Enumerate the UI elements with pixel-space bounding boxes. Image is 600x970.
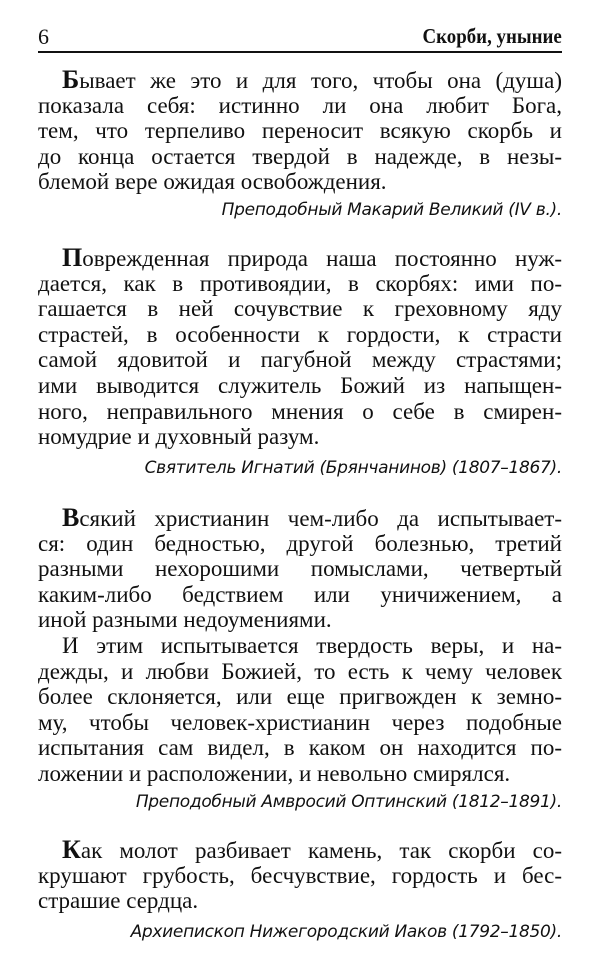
quote-author: Архиепископ Нижегородский Иаков (1792–1850). bbox=[130, 922, 562, 942]
text-line: блемой вере ожидая освобождения. bbox=[38, 169, 387, 195]
section-title: Скорби, уныние bbox=[422, 24, 562, 48]
text-line: страстей, в особенности к гордости, к страсти bbox=[38, 321, 562, 347]
text-line: страшие сердца. bbox=[38, 888, 199, 914]
text-line: Всякий христианин чем-либо да испытывает- bbox=[62, 503, 562, 532]
text-line: Как молот разбивает камень, так скорби со- bbox=[62, 835, 562, 864]
quote-author: Преподобный Амвросий Оптинский (1812–1891). bbox=[135, 792, 562, 812]
text-line: тем, что терпеливо переносит всякую скорбь и bbox=[38, 118, 562, 144]
text-line: ся: один бедностью, другой болезнью, третий bbox=[38, 530, 562, 556]
text-line: до конца остается твердой в надежде, в незы- bbox=[38, 143, 562, 169]
text-line: более склоняется, или еще пригвожден к земно- bbox=[38, 684, 562, 710]
text-line: испытания сам видел, в каком он находится по- bbox=[38, 735, 562, 761]
text-line: ложении и расположении, и невольно смирялся. bbox=[38, 760, 511, 786]
text-line: разными нехорошими помыслами, четвертый bbox=[38, 556, 562, 582]
text-line: показала себя: истинно ли она любит Бога, bbox=[38, 92, 562, 118]
text-line: иной разными недоумениями. bbox=[38, 607, 332, 633]
quote-paragraph bbox=[38, 245, 562, 450]
page-number: 6 bbox=[38, 24, 49, 49]
quote-paragraph bbox=[38, 837, 562, 914]
text-line: дежды, и любви Божией, то есть к чему человек bbox=[38, 658, 562, 684]
text-line: крушают грубость, бесчувствие, гордость и бес- bbox=[38, 862, 562, 888]
text-line: номудрие и духовный разум. bbox=[38, 424, 320, 450]
text-line: каким-либо бедствием или уничижением, а bbox=[38, 581, 562, 607]
text-line: му, чтобы человек-христианин через подобные bbox=[38, 709, 562, 735]
text-line: дается, как в противоядии, в скорбях: ими по- bbox=[38, 270, 562, 296]
quote-author: Святитель Игнатий (Брянчанинов) (1807–1867). bbox=[144, 458, 562, 478]
page-header bbox=[38, 24, 562, 50]
text-line: гашается в ней сочувствие к греховному яду bbox=[38, 296, 562, 322]
text-line: Бывает же это и для того, чтобы она (душа) bbox=[62, 65, 562, 94]
quote-paragraph bbox=[38, 505, 562, 633]
header-rule bbox=[38, 51, 562, 53]
quote-author: Преподобный Макарий Великий (IV в.). bbox=[221, 200, 562, 220]
text-line: самой ядовитой и пагубной между страстями; bbox=[38, 347, 562, 373]
text-line: ного, неправильного мнения о себе в смирен- bbox=[38, 398, 562, 424]
text-line: И этим испытывается твердость веры, и на- bbox=[62, 633, 562, 658]
quote-paragraph bbox=[38, 633, 562, 787]
text-line: ими выводится служитель Божий из напыщен- bbox=[38, 372, 562, 398]
text-line: Поврежденная природа наша постоянно нуж- bbox=[62, 243, 562, 272]
quote-paragraph bbox=[38, 67, 562, 195]
